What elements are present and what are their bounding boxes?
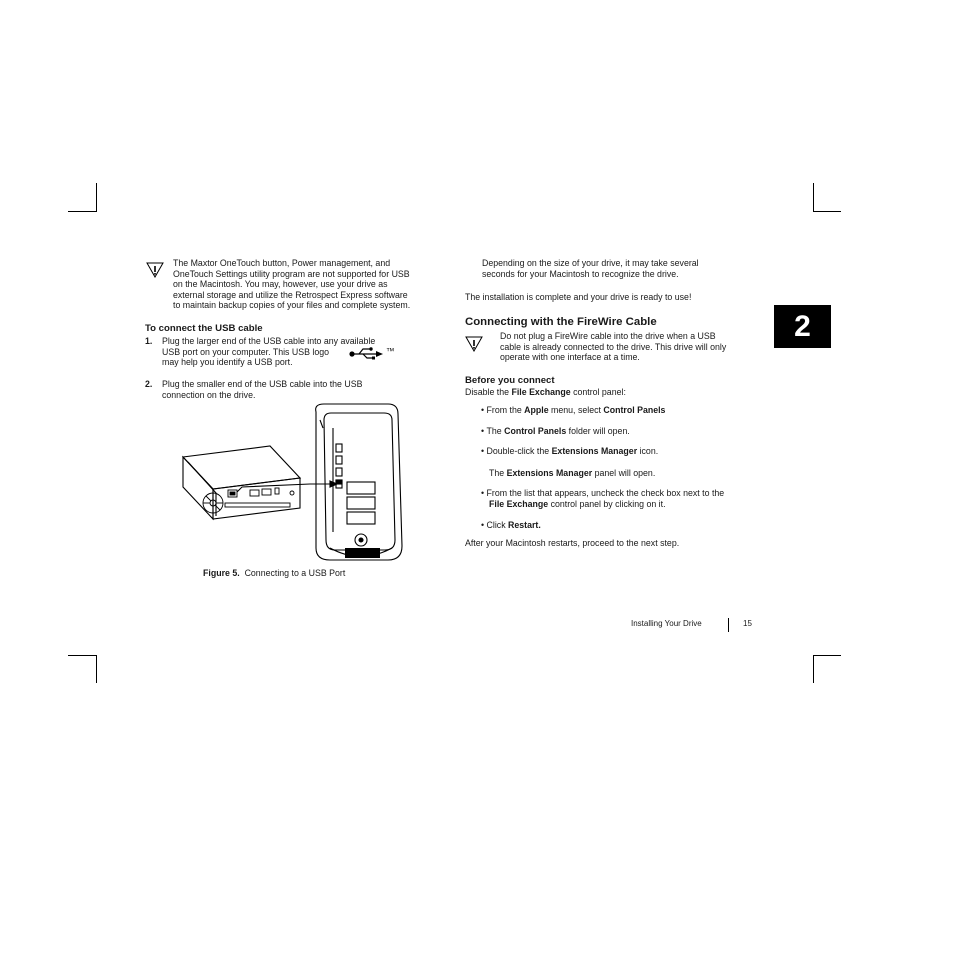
text-run: From the list that appears, uncheck the check box next to the [486, 488, 725, 498]
drive-ports [225, 488, 294, 507]
note-line: The Maxtor OneTouch button, Power management, and [173, 258, 391, 268]
step-line: Plug the larger end of the USB cable into any available [162, 336, 376, 346]
bullet-5: • Click Restart. [481, 520, 541, 530]
text-run: panel will open. [592, 468, 656, 478]
text-run: folder will open. [566, 426, 630, 436]
text-run: Disable the [465, 387, 512, 397]
crop-mark-tl-v [96, 183, 97, 212]
figure-label: Figure 5. [203, 568, 240, 578]
crop-mark-tr-v [813, 183, 814, 212]
step-2-number: 2. [145, 379, 153, 389]
usb-heading: To connect the USB cable [145, 323, 263, 334]
figure-caption [203, 568, 345, 579]
complete-text: The installation is complete and your drive is ready to use! [465, 292, 692, 302]
crop-mark-bl-h [68, 655, 97, 656]
fw-note-line: Do not plug a FireWire cable into the drive when a USB [500, 331, 716, 341]
text-run-bold: Control Panels [603, 405, 666, 415]
note-line: external storage and utilize the Retrospect Express software [173, 289, 408, 300]
step-line: USB port on your computer. This USB logo [162, 346, 330, 357]
crop-mark-br-h [813, 655, 841, 656]
text-run-bold: Apple [524, 405, 549, 415]
external-drive [183, 446, 300, 519]
text-run: Double-click the [486, 446, 552, 456]
text-run-bold: Control Panels [504, 426, 567, 436]
footer-divider [728, 618, 729, 632]
text-run-bold: Extensions Manager [551, 446, 638, 456]
text-run: From the [486, 405, 525, 415]
footer-section: Installing Your Drive [631, 619, 702, 628]
text-run: control panel by clicking on it. [548, 498, 666, 509]
note-line: to maintain backup copies of your files and complete system. [173, 300, 411, 311]
text-run: Click [486, 520, 509, 530]
bullet-2: • The Control Panels folder will open. [481, 426, 630, 436]
before-connect-heading: Before you connect [465, 375, 555, 386]
firewire-note [500, 331, 760, 363]
usb-connection-figure [180, 400, 410, 565]
text-run-bold: Restart. [508, 520, 541, 530]
warning-icon [146, 262, 164, 278]
note-line: OneTouch Settings utility program are not supported for USB [173, 268, 410, 279]
bullet-3: • Double-click the Extensions Manager icon. [481, 446, 659, 456]
bullet-4: • From the list that appears, uncheck the check box next to the File Exchange control panel by clicking on it. [481, 488, 725, 509]
firewire-heading: Connecting with the FireWire Cable [465, 316, 657, 328]
text-run: The [486, 426, 505, 436]
page-number: 15 [743, 619, 752, 628]
text-run: The [489, 468, 507, 478]
step-1-number: 1. [145, 336, 153, 346]
after-restart-text: After your Macintosh restarts, proceed to the next step. [465, 538, 680, 548]
step-line: connection on the drive. [162, 389, 256, 400]
crop-mark-bl-v [96, 655, 97, 683]
warning-icon [465, 336, 483, 352]
bullet-3-sub [489, 468, 655, 479]
intro-text [482, 258, 762, 279]
fw-note-line: cable is already connected to the drive. This drive will only [500, 341, 727, 352]
text-run-bold: File Exchange [511, 387, 571, 397]
disable-text [465, 387, 626, 398]
text-run: icon. [637, 446, 659, 456]
text-run: control panel: [570, 387, 626, 397]
crop-mark-br-v [813, 655, 814, 683]
step-line: Plug the smaller end of the USB cable into the USB [162, 379, 363, 389]
step-line: may help you identify a USB port. [162, 357, 293, 368]
step-2-text [162, 379, 422, 400]
trademark: ™ [386, 346, 395, 356]
chapter-tab: 2 [774, 305, 831, 348]
note-line: on the Macintosh. You may, however, use your drive as [173, 279, 388, 290]
crop-mark-tr-h [813, 211, 841, 212]
bullet-1: • From the Apple menu, select Control Panels [481, 405, 666, 415]
text-run-bold: Extensions Manager [506, 468, 593, 478]
text-run: menu, select [548, 405, 604, 415]
usb-note [173, 258, 443, 311]
usb-logo-icon [349, 346, 385, 360]
tower-base [345, 548, 380, 558]
figure-caption-text: Connecting to a USB Port [244, 568, 346, 578]
fw-note-line: operate with one interface at a time. [500, 352, 640, 363]
computer-tower [316, 404, 402, 560]
intro-line: Depending on the size of your drive, it may take several [482, 258, 699, 268]
text-run-bold: File Exchange [489, 498, 549, 509]
crop-mark-tl-h [68, 211, 97, 212]
intro-line: seconds for your Macintosh to recognize the drive. [482, 268, 679, 279]
